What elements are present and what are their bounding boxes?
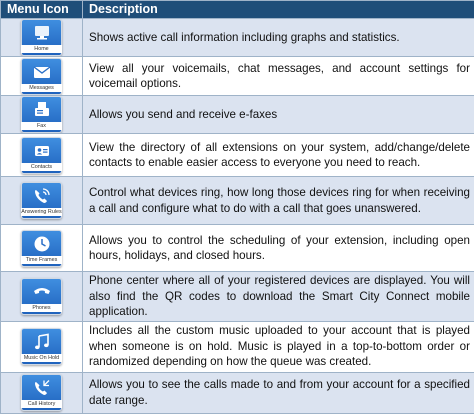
contact-card-icon <box>32 141 52 161</box>
clock-icon <box>32 234 52 254</box>
answering-rules-tile <box>21 182 62 219</box>
row-description: Allows you to control the scheduling of your extension, including open hours, holidays, and closed hours. <box>83 225 474 272</box>
tile-label: Answering Rules <box>21 208 62 216</box>
row-description: Allows you to see the calls made to and from your account for a specified date range. <box>83 372 474 413</box>
table-header-row <box>1 1 474 19</box>
tile-label: Fax <box>21 122 62 130</box>
tile-label: Call History <box>21 400 62 408</box>
phone-rules-icon <box>32 186 52 206</box>
tile-label: Time Frames <box>21 256 62 264</box>
time-frames-tile <box>21 230 62 267</box>
row-description: Phone center where all of your registered devices are displayed. You will also find the QR codes to download the Smart City Connect mobile application. <box>83 272 474 322</box>
tile-label: Contacts <box>21 163 62 171</box>
call-history-icon <box>32 378 52 398</box>
table-row <box>1 321 474 372</box>
call-history-tile <box>21 374 62 411</box>
header-menu-icon: Menu Icon <box>1 1 83 19</box>
table-row <box>1 57 474 96</box>
table-row <box>1 225 474 272</box>
row-description: Control what devices ring, how long those devices ring for when receiving a call and configure what to do with a call that goes unanswered. <box>83 177 474 225</box>
home-icon <box>32 23 52 43</box>
home-tile <box>21 19 62 56</box>
music-note-icon <box>32 332 52 352</box>
tile-label: Music On Hold <box>21 354 62 362</box>
table-row <box>1 372 474 413</box>
table-row <box>1 272 474 322</box>
row-description: Allows you send and receive e-faxes <box>83 96 474 134</box>
tile-label: Messages <box>21 84 62 92</box>
table-row <box>1 134 474 177</box>
row-description: Shows active call information including graphs and statistics. <box>83 19 474 57</box>
music-on-hold-tile <box>21 328 62 365</box>
messages-tile <box>21 58 62 95</box>
fax-icon <box>32 100 52 120</box>
envelope-icon <box>32 62 52 82</box>
row-description: View all your voicemails, chat messages, and account settings for voicemail options. <box>83 57 474 96</box>
contacts-tile <box>21 137 62 174</box>
row-description: View the directory of all extensions on your system, add/change/delete contacts to enable easier access to everyone you need to reach. <box>83 134 474 177</box>
fax-tile <box>21 96 62 133</box>
row-description: Includes all the custom music uploaded to your account that is played when someone is on hold. Music is played in a top-to-bottom order or randomized depending on how the queue was created. <box>83 321 474 372</box>
tile-label: Phones <box>21 304 62 312</box>
table-row <box>1 96 474 134</box>
phone-handset-icon <box>32 282 52 302</box>
header-description: Description <box>83 1 474 19</box>
table-row <box>1 19 474 57</box>
phones-tile <box>21 278 62 315</box>
tile-label: Home <box>21 45 62 53</box>
table-row <box>1 177 474 225</box>
